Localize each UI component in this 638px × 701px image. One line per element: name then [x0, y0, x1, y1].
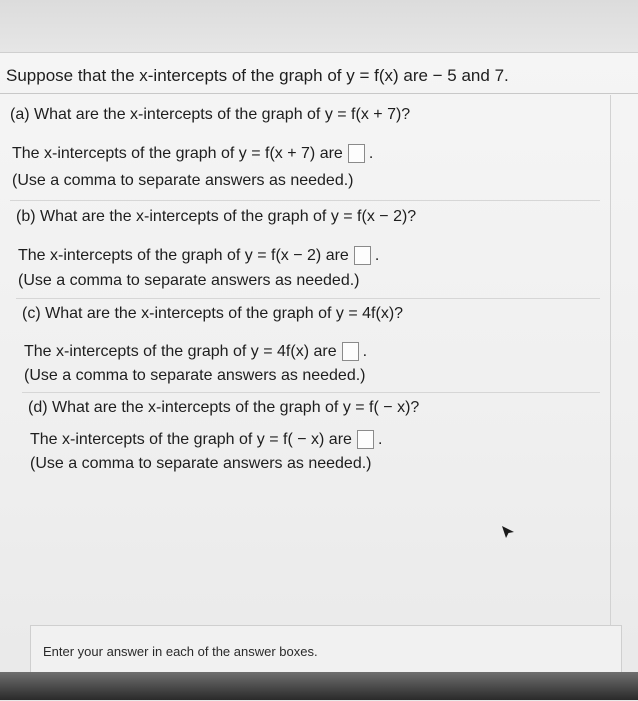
- part-divider: [16, 298, 600, 299]
- part-c-answer-prompt: The x-intercepts of the graph of y = 4f(x) are: [24, 342, 337, 360]
- part-c-hint: (Use a comma to separate answers as needed.): [24, 367, 366, 384]
- part-d-period: .: [377, 430, 383, 448]
- part-d-answer-box[interactable]: [357, 430, 374, 449]
- part-a-hint: (Use a comma to separate answers as needed.): [12, 172, 354, 189]
- part-divider: [22, 392, 600, 393]
- part-a-title: (a) What are the x-intercepts of the graph of y = f(x + 7)?: [10, 106, 411, 123]
- part-c-title: (c) What are the x-intercepts of the graph of y = 4f(x)?: [22, 305, 404, 322]
- header-divider: [0, 93, 638, 94]
- part-d-title: (d) What are the x-intercepts of the graph of y = f( − x)?: [28, 399, 420, 416]
- part-a-answer-line: [12, 144, 373, 163]
- part-c-period: .: [362, 342, 368, 360]
- part-divider: [10, 200, 600, 201]
- mouse-cursor-icon: [500, 524, 516, 540]
- part-d-answer-line: [30, 430, 382, 449]
- part-d-hint: (Use a comma to separate answers as needed.): [30, 455, 372, 472]
- part-b-period: .: [374, 246, 380, 264]
- screen-bezel: [0, 672, 638, 700]
- browser-top-area: [0, 0, 638, 52]
- part-c-answer-line: [24, 342, 367, 361]
- footer-bar: [30, 625, 622, 676]
- part-c-answer-box[interactable]: [342, 342, 359, 361]
- part-a-answer-prompt: The x-intercepts of the graph of y = f(x + 7) are: [12, 144, 343, 162]
- part-a-period: .: [368, 144, 374, 162]
- part-a-answer-box[interactable]: [348, 144, 365, 163]
- question-stem: Suppose that the x-intercepts of the graph of y = f(x) are − 5 and 7.: [6, 66, 509, 85]
- part-d-answer-prompt: The x-intercepts of the graph of y = f( − x) are: [30, 430, 352, 448]
- part-b-answer-line: [18, 246, 379, 265]
- part-b-title: (b) What are the x-intercepts of the graph of y = f(x − 2)?: [16, 208, 417, 225]
- part-b-answer-prompt: The x-intercepts of the graph of y = f(x − 2) are: [18, 246, 349, 264]
- part-b-hint: (Use a comma to separate answers as needed.): [18, 272, 360, 289]
- footer-instruction: Enter your answer in each of the answer boxes.: [43, 644, 318, 659]
- part-b-answer-box[interactable]: [354, 246, 371, 265]
